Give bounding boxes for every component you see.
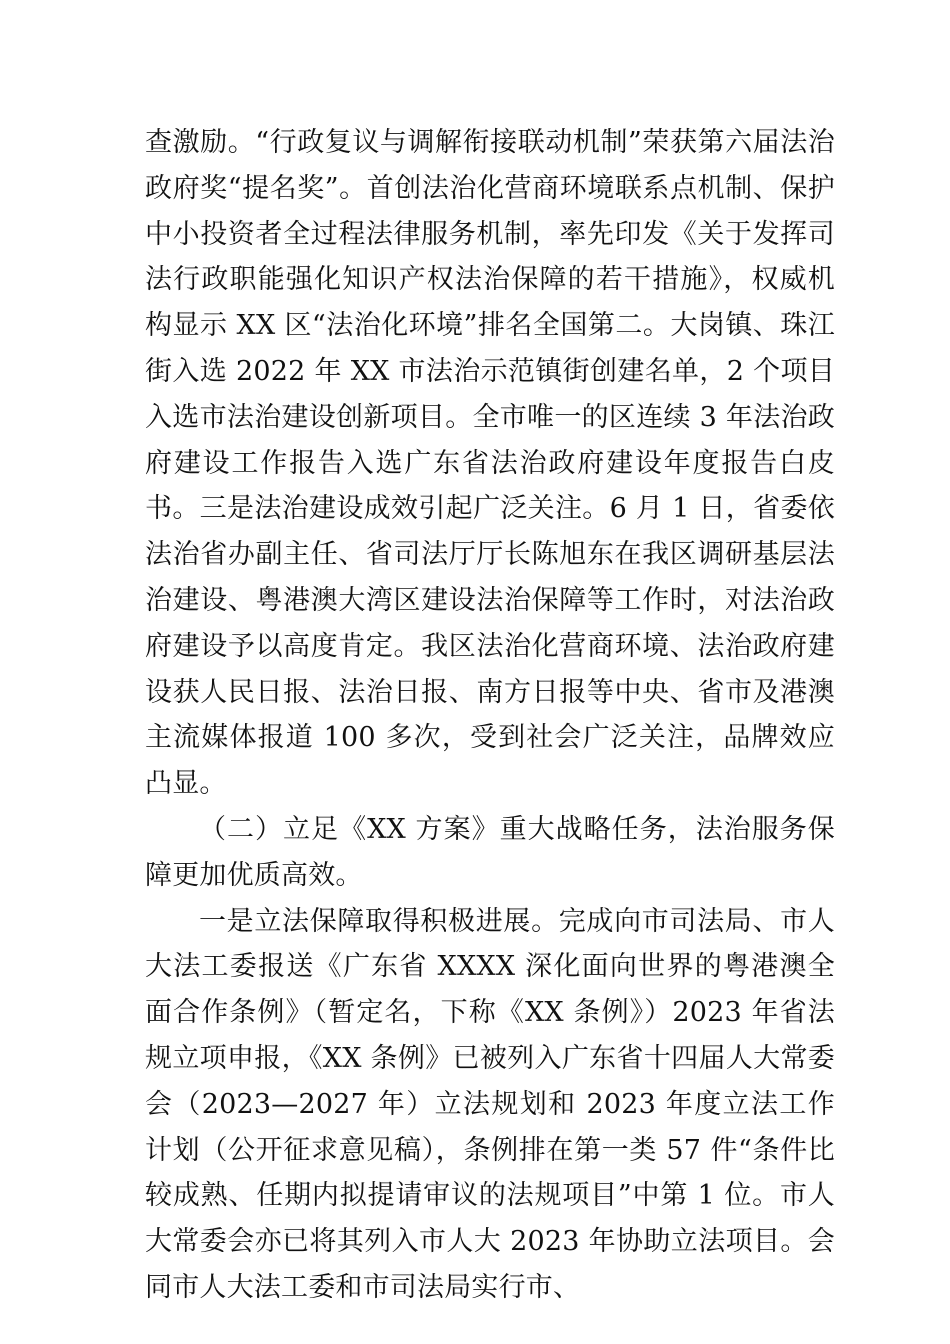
section-heading-two: （二）立足《XX 方案》重大战略任务，法治服务保障更加优质高效。	[145, 813, 835, 891]
paragraph-legislative-progress: 一是立法保障取得积极进展。完成向市司法局、市人大法工委报送《广东省 XXXX 深化面向世界的粤港澳全面合作条例》（暂定名，下称《XX 条例》）2023 年省法规立项申报，《XX 条例》已被列入广东省十四届人大常委会（2023—2027 年）立法规划和 2023 年度立法工作计划（公开征求意见稿），条例排在第一类 57 件“条件比较成熟、任期内拟提请审议的法规项目”中第 1 位。市人大常委会亦已将其列入市人大 2023 年协助立法项目。会同市人大法工委和市司法局实行市、	[145, 905, 835, 1303]
document-body	[145, 120, 835, 1311]
paragraph-rule-of-law-achievements: 查激励。“行政复议与调解衔接联动机制”荣获第六届法治政府奖“提名奖”。首创法治化营商环境联系点机制、保护中小投资者全过程法律服务机制，率先印发《关于发挥司法行政职能强化知识产权法治保障的若干措施》，权威机构显示 XX 区“法治化环境”排名全国第二。大岗镇、珠江街入选 2022 年 XX 市法治示范镇街创建名单，2 个项目入选市法治建设创新项目。全市唯一的区连续 3 年法治政府建设工作报告入选广东省法治政府建设年度报告白皮书。三是法治建设成效引起广泛关注。6 月 1 日，省委依法治省办副主任、省司法厅厅长陈旭东在我区调研基层法治建设、粤港澳大湾区建设法治保障等工作时，对法治政府建设予以高度肯定。我区法治化营商环境、法治政府建设获人民日报、法治日报、南方日报等中央、省市及港澳主流媒体报道 100 多次，受到社会广泛关注，品牌效应凸显。	[145, 127, 835, 800]
